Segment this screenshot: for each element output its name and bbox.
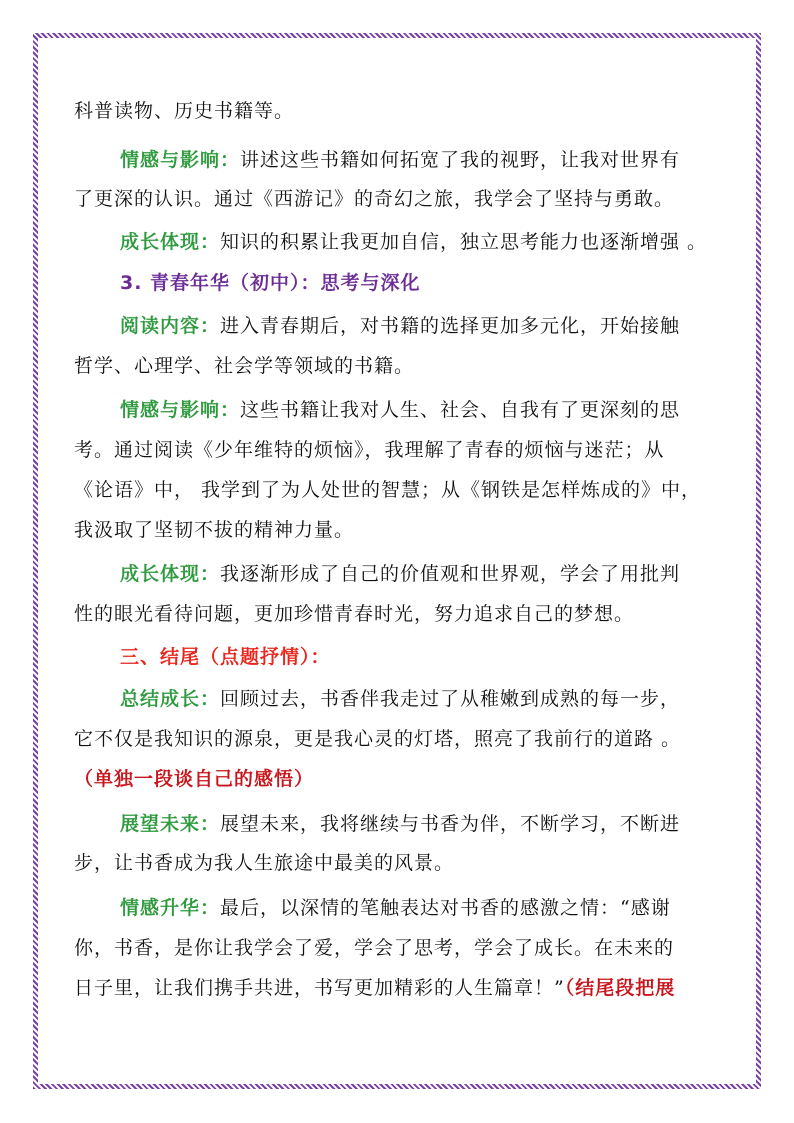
note-line bbox=[74, 764, 314, 794]
line-text: 讲述这些书籍如何拓宽了我的视野，让我对世界有 bbox=[240, 149, 681, 171]
line-text: 知识的积累让我更加自信，独立思考能力也逐渐增强 。 bbox=[220, 231, 708, 253]
paragraph-line bbox=[74, 933, 674, 963]
paragraph-line bbox=[74, 96, 294, 126]
line-text: 它不仅是我知识的源泉，更是我心灵的灯塔，照亮了我前行的道路 。 bbox=[74, 728, 682, 750]
section-heading bbox=[120, 642, 331, 672]
line-text: 进入青春期后，对书籍的选择更加多元化，开始接触 bbox=[220, 315, 681, 337]
section-label: 阅读内容： bbox=[120, 315, 221, 337]
subheading-text: 3. 青春年华（初中）：思考与深化 bbox=[120, 272, 421, 294]
paragraph-line bbox=[74, 351, 414, 381]
section-label: 情感升华： bbox=[120, 897, 221, 919]
red-note: （结尾段把展 bbox=[564, 977, 676, 999]
line-text: 日子里，让我们携手共进，书写更加精彩的人生篇章！” bbox=[74, 977, 565, 999]
paragraph-line bbox=[74, 515, 354, 545]
line-text: 你，书香，是你让我学会了爱，学会了思考，学会了成长。在未来的 bbox=[74, 937, 675, 959]
line-text: 回顾过去，书香伴我走过了从稚嫩到成熟的每一步， bbox=[220, 688, 681, 710]
paragraph-line bbox=[120, 684, 680, 714]
line-text: 我逐渐形成了自己的价值观和世界观，学会了用批判 bbox=[220, 563, 681, 585]
section-label: 成长体现： bbox=[120, 563, 221, 585]
line-text: 性的眼光看待问题，更加珍惜青春时光，努力追求自己的梦想。 bbox=[74, 603, 635, 625]
paragraph-line bbox=[120, 893, 671, 923]
paragraph-line bbox=[120, 809, 680, 839]
line-text: 展望未来，我将继续与书香为伴，不断学习，不断进 bbox=[220, 813, 681, 835]
section-label: 成长体现： bbox=[120, 231, 221, 253]
paragraph-line bbox=[120, 145, 680, 175]
line-text: 《论语》中， 我学到了为人处世的智慧；从《钢铁是怎样炼成的》中， bbox=[74, 479, 702, 501]
line-text: 科普读物、历史书籍等。 bbox=[74, 100, 295, 122]
paragraph-line bbox=[120, 311, 680, 341]
paragraph-line bbox=[74, 599, 634, 629]
section-label: 情感与影响： bbox=[120, 149, 241, 171]
red-note: （单独一段谈自己的感悟） bbox=[74, 768, 315, 790]
paragraph-line bbox=[74, 435, 665, 465]
paragraph-line bbox=[120, 227, 707, 257]
line-text: 最后，以深情的笔触表达对书香的感激之情：“感谢 bbox=[220, 897, 671, 919]
section-heading-text: 三、结尾（点题抒情）： bbox=[120, 646, 331, 668]
section-label: 展望未来： bbox=[120, 813, 221, 835]
section-label: 情感与影响： bbox=[120, 399, 241, 421]
paragraph-line bbox=[74, 724, 681, 754]
line-text: 我汲取了坚韧不拔的精神力量。 bbox=[74, 519, 355, 541]
paragraph-line bbox=[74, 848, 454, 878]
line-text: 哲学、心理学、社会学等领域的书籍。 bbox=[74, 355, 415, 377]
line-text: 这些书籍让我对人生、社会、自我有了更深刻的思 bbox=[240, 399, 681, 421]
section-label: 总结成长： bbox=[120, 688, 221, 710]
paragraph-line bbox=[120, 559, 680, 589]
paragraph-line bbox=[120, 395, 680, 425]
paragraph-line bbox=[74, 184, 674, 214]
subheading bbox=[120, 268, 421, 298]
line-text: 考。通过阅读《少年维特的烦恼》，我理解了青春的烦恼与迷茫；从 bbox=[74, 439, 665, 461]
line-text: 了更深的认识。通过《西游记》的奇幻之旅，我学会了坚持与勇敢。 bbox=[74, 188, 675, 210]
paragraph-line bbox=[74, 475, 701, 505]
line-text: 步，让书香成为我人生旅途中最美的风景。 bbox=[74, 852, 455, 874]
paragraph-line bbox=[74, 973, 675, 1003]
